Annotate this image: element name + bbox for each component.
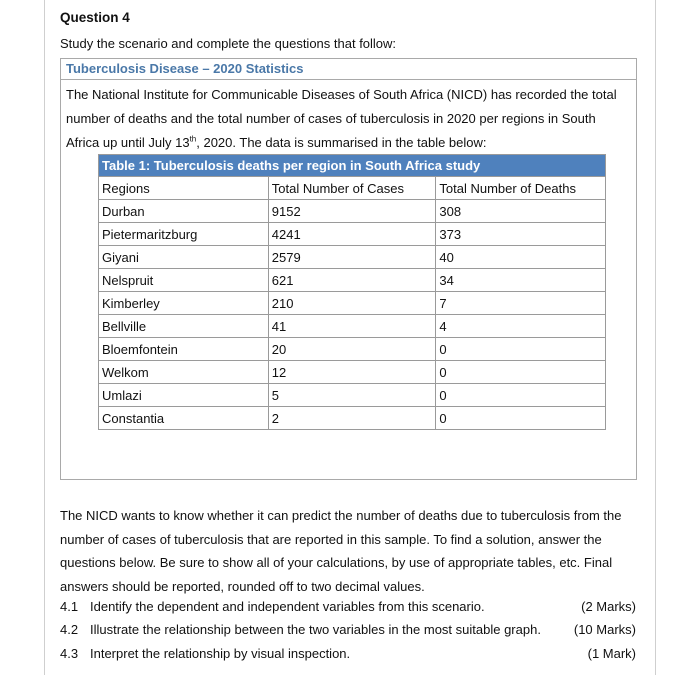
tb-statistics-table <box>98 154 606 430</box>
table-row <box>99 246 606 269</box>
scenario-title-divider <box>61 79 636 80</box>
subquestion-marks: (2 Marks) <box>581 599 636 614</box>
header-total-cases: Total Number of Cases <box>268 177 436 200</box>
subquestion-4-3 <box>60 646 636 666</box>
subquestion-text: Interpret the relationship by visual inspection. <box>90 646 351 661</box>
cell-cases: 4241 <box>268 223 436 246</box>
subquestion-marks: (1 Mark) <box>587 646 636 661</box>
scenario-box <box>60 58 637 480</box>
table-row <box>99 223 606 246</box>
cell-deaths: 0 <box>436 338 606 361</box>
table-row <box>99 361 606 384</box>
table-row <box>99 292 606 315</box>
cell-cases: 20 <box>268 338 436 361</box>
subquestion-number: 4.2 <box>60 622 79 637</box>
subquestion-text: Identify the dependent and independent variables from this scenario. <box>90 599 485 614</box>
page-right-edge <box>655 0 656 675</box>
table-row <box>99 338 606 361</box>
table-row <box>99 407 606 430</box>
table-caption-row <box>99 155 606 177</box>
cell-deaths: 40 <box>436 246 606 269</box>
cell-cases: 12 <box>268 361 436 384</box>
cell-cases: 210 <box>268 292 436 315</box>
subquestion-number: 4.3 <box>60 646 79 661</box>
cell-region: Giyani <box>99 246 269 269</box>
table-row <box>99 315 606 338</box>
table-row <box>99 200 606 223</box>
subquestion-4-2 <box>60 622 636 642</box>
scenario-intro <box>66 83 628 155</box>
table-row <box>99 269 606 292</box>
table-header-row <box>99 177 606 200</box>
cell-region: Constantia <box>99 407 269 430</box>
cell-deaths: 0 <box>436 361 606 384</box>
followup-paragraph: The NICD wants to know whether it can predict the number of deaths due to tuberculosis from the number of cases of tuberculosis that are reported in this sample. To find a solution, answer the questions below. Be sure to show all of your calculations, by use of appropriate tables, etc. Final answers should be reported, rounded off to two decimal values. <box>60 508 622 594</box>
cell-deaths: 7 <box>436 292 606 315</box>
cell-deaths: 4 <box>436 315 606 338</box>
intro-text-end: , 2020. The data is summarised in the table below: <box>196 135 487 150</box>
cell-cases: 2579 <box>268 246 436 269</box>
cell-region: Umlazi <box>99 384 269 407</box>
page-left-edge <box>44 0 45 675</box>
cell-deaths: 308 <box>436 200 606 223</box>
cell-deaths: 0 <box>436 384 606 407</box>
cell-deaths: 0 <box>436 407 606 430</box>
cell-region: Kimberley <box>99 292 269 315</box>
cell-cases: 41 <box>268 315 436 338</box>
cell-region: Welkom <box>99 361 269 384</box>
cell-deaths: 34 <box>436 269 606 292</box>
question-heading: Question 4 <box>60 10 130 25</box>
cell-region: Bloemfontein <box>99 338 269 361</box>
question-instruction: Study the scenario and complete the questions that follow: <box>60 36 397 51</box>
cell-region: Pietermaritzburg <box>99 223 269 246</box>
cell-cases: 9152 <box>268 200 436 223</box>
header-total-deaths: Total Number of Deaths <box>436 177 606 200</box>
header-regions: Regions <box>99 177 269 200</box>
table-row <box>99 384 606 407</box>
subquestion-number: 4.1 <box>60 599 79 614</box>
cell-cases: 2 <box>268 407 436 430</box>
cell-deaths: 373 <box>436 223 606 246</box>
cell-region: Bellville <box>99 315 269 338</box>
subquestion-4-1 <box>60 599 636 619</box>
cell-region: Nelspruit <box>99 269 269 292</box>
subquestion-text: Illustrate the relationship between the two variables in the most suitable graph. <box>90 622 541 637</box>
cell-region: Durban <box>99 200 269 223</box>
cell-cases: 621 <box>268 269 436 292</box>
scenario-title: Tuberculosis Disease – 2020 Statistics <box>66 61 304 76</box>
intro-text: The National Institute for Communicable Diseases of South Africa (NICD) has recorded the total number of deaths and the total number of cases of tuberculosis in 2020 per regions in South Africa up until July 13 <box>66 87 617 150</box>
cell-cases: 5 <box>268 384 436 407</box>
table-caption: Table 1: Tuberculosis deaths per region in South Africa study <box>99 155 606 177</box>
subquestion-marks: (10 Marks) <box>573 622 636 637</box>
intro-superscript: th <box>189 134 197 144</box>
